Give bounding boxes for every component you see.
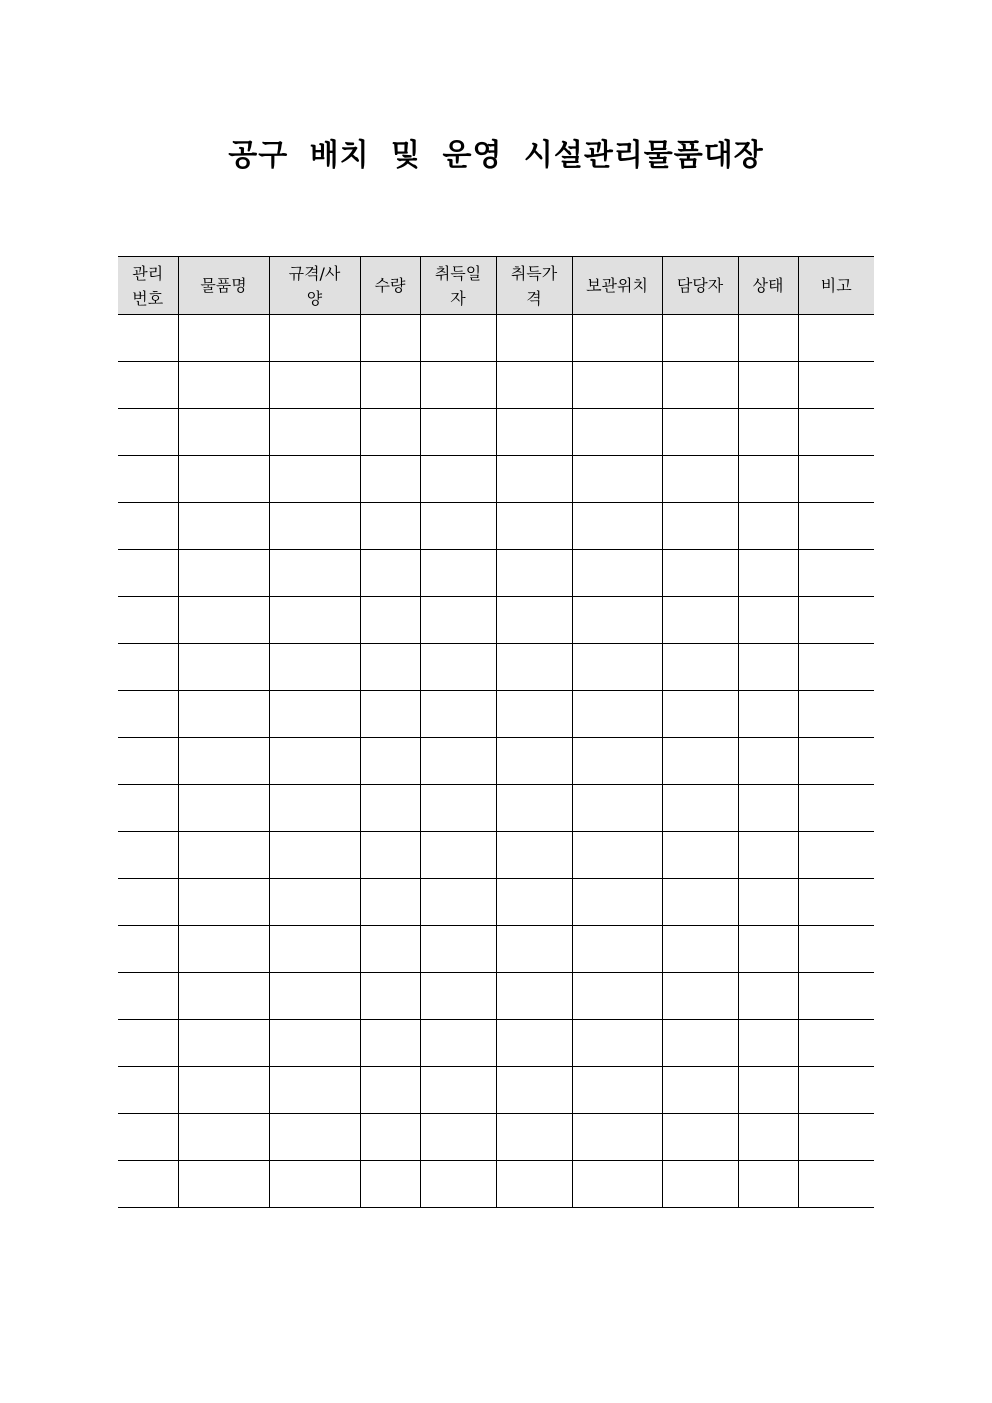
table-cell[interactable] (118, 315, 178, 362)
table-cell[interactable] (178, 503, 269, 550)
table-cell[interactable] (738, 550, 798, 597)
table-cell[interactable] (662, 1020, 738, 1067)
table-cell[interactable] (496, 644, 572, 691)
table-cell[interactable] (496, 1114, 572, 1161)
table-cell[interactable] (420, 1114, 496, 1161)
table-cell[interactable] (572, 738, 662, 785)
table-cell[interactable] (118, 785, 178, 832)
table-cell[interactable] (269, 691, 360, 738)
table-cell[interactable] (798, 926, 874, 973)
table-cell[interactable] (360, 879, 420, 926)
table-cell[interactable] (118, 691, 178, 738)
table-cell[interactable] (118, 832, 178, 879)
table-cell[interactable] (178, 362, 269, 409)
table-cell[interactable] (360, 973, 420, 1020)
table-row (118, 1067, 874, 1114)
table-cell[interactable] (360, 926, 420, 973)
header-specification: 규격/사 양 (269, 257, 360, 315)
table-cell[interactable] (269, 503, 360, 550)
table-row (118, 315, 874, 362)
table-cell[interactable] (798, 832, 874, 879)
table-cell[interactable] (496, 315, 572, 362)
page-title: 공구 배치 및 운영 시설관리물품대장 (228, 138, 764, 173)
header-storage-location: 보관위치 (572, 257, 662, 315)
table-cell[interactable] (798, 409, 874, 456)
table-cell[interactable] (360, 691, 420, 738)
table-cell[interactable] (496, 1161, 572, 1208)
table-row (118, 550, 874, 597)
table-cell[interactable] (662, 362, 738, 409)
table-cell[interactable] (118, 362, 178, 409)
table-cell[interactable] (496, 456, 572, 503)
table-cell[interactable] (738, 597, 798, 644)
table-cell[interactable] (118, 503, 178, 550)
table-cell[interactable] (360, 597, 420, 644)
table-cell[interactable] (360, 785, 420, 832)
table-cell[interactable] (572, 832, 662, 879)
table-cell[interactable] (662, 315, 738, 362)
table-cell[interactable] (118, 597, 178, 644)
table-cell[interactable] (572, 1067, 662, 1114)
table-cell[interactable] (662, 926, 738, 973)
table-cell[interactable] (420, 362, 496, 409)
table-cell[interactable] (269, 1067, 360, 1114)
table-row (118, 597, 874, 644)
table-cell[interactable] (662, 550, 738, 597)
table-cell[interactable] (738, 1161, 798, 1208)
table-cell[interactable] (572, 315, 662, 362)
table-cell[interactable] (118, 1067, 178, 1114)
table-cell[interactable] (269, 738, 360, 785)
table-cell[interactable] (496, 1020, 572, 1067)
table-cell[interactable] (662, 785, 738, 832)
table-cell[interactable] (572, 409, 662, 456)
table-cell[interactable] (798, 644, 874, 691)
table-cell[interactable] (662, 691, 738, 738)
table-cell[interactable] (360, 738, 420, 785)
table-cell[interactable] (360, 644, 420, 691)
table-cell[interactable] (572, 879, 662, 926)
table-cell[interactable] (798, 691, 874, 738)
table-cell[interactable] (269, 315, 360, 362)
table-cell[interactable] (798, 973, 874, 1020)
table-cell[interactable] (738, 456, 798, 503)
table-cell[interactable] (798, 362, 874, 409)
table-cell[interactable] (572, 597, 662, 644)
table-cell[interactable] (178, 456, 269, 503)
table-cell[interactable] (496, 738, 572, 785)
table-cell[interactable] (496, 550, 572, 597)
table-cell[interactable] (360, 1020, 420, 1067)
table-cell[interactable] (360, 315, 420, 362)
table-cell[interactable] (738, 785, 798, 832)
table-cell[interactable] (738, 362, 798, 409)
table-cell[interactable] (269, 409, 360, 456)
table-cell[interactable] (572, 785, 662, 832)
table-cell[interactable] (118, 1114, 178, 1161)
table-cell[interactable] (496, 362, 572, 409)
table-cell[interactable] (269, 456, 360, 503)
table-cell[interactable] (738, 973, 798, 1020)
table-cell[interactable] (798, 1161, 874, 1208)
table-cell[interactable] (662, 597, 738, 644)
table-cell[interactable] (420, 785, 496, 832)
header-status: 상태 (738, 257, 798, 315)
table-row (118, 503, 874, 550)
table-cell[interactable] (269, 832, 360, 879)
table-cell[interactable] (798, 1114, 874, 1161)
table-cell[interactable] (360, 1161, 420, 1208)
table-cell[interactable] (420, 315, 496, 362)
table-cell[interactable] (178, 1067, 269, 1114)
table-cell[interactable] (118, 409, 178, 456)
table-cell[interactable] (496, 973, 572, 1020)
table-cell[interactable] (572, 1161, 662, 1208)
header-acquisition-price: 취득가 격 (496, 257, 572, 315)
table-cell[interactable] (572, 644, 662, 691)
table-cell[interactable] (178, 738, 269, 785)
table-cell[interactable] (496, 879, 572, 926)
table-cell[interactable] (420, 832, 496, 879)
table-cell[interactable] (738, 1020, 798, 1067)
table-cell[interactable] (360, 550, 420, 597)
table-row (118, 409, 874, 456)
table-row (118, 456, 874, 503)
table-cell[interactable] (572, 503, 662, 550)
table-cell[interactable] (738, 926, 798, 973)
table-cell[interactable] (360, 409, 420, 456)
table-cell[interactable] (738, 1067, 798, 1114)
header-item-name: 물품명 (178, 257, 269, 315)
table-cell[interactable] (360, 1067, 420, 1114)
table-cell[interactable] (269, 550, 360, 597)
table-cell[interactable] (178, 879, 269, 926)
table-cell[interactable] (662, 644, 738, 691)
table-cell[interactable] (572, 1114, 662, 1161)
table-cell[interactable] (572, 550, 662, 597)
table-cell[interactable] (118, 644, 178, 691)
table-cell[interactable] (178, 785, 269, 832)
table-cell[interactable] (496, 926, 572, 973)
table-row (118, 1161, 874, 1208)
table-cell[interactable] (572, 691, 662, 738)
header-manager: 담당자 (662, 257, 738, 315)
table-cell[interactable] (269, 362, 360, 409)
table-cell[interactable] (269, 1161, 360, 1208)
table-cell[interactable] (798, 1067, 874, 1114)
table-cell[interactable] (420, 644, 496, 691)
table-cell[interactable] (420, 409, 496, 456)
table-cell[interactable] (662, 832, 738, 879)
table-cell[interactable] (178, 315, 269, 362)
table-cell[interactable] (269, 1114, 360, 1161)
table-row (118, 644, 874, 691)
table-cell[interactable] (360, 503, 420, 550)
table-cell[interactable] (798, 879, 874, 926)
table-cell[interactable] (572, 362, 662, 409)
table-cell[interactable] (420, 879, 496, 926)
table-cell[interactable] (360, 456, 420, 503)
table-cell[interactable] (178, 832, 269, 879)
header-management-number: 관리 번호 (118, 257, 178, 315)
table-cell[interactable] (178, 1020, 269, 1067)
table-cell[interactable] (798, 597, 874, 644)
table-cell[interactable] (798, 1020, 874, 1067)
table-row (118, 832, 874, 879)
table-cell[interactable] (269, 1020, 360, 1067)
table-cell[interactable] (496, 832, 572, 879)
table-cell[interactable] (798, 503, 874, 550)
table-row (118, 691, 874, 738)
table-cell[interactable] (118, 456, 178, 503)
table-cell[interactable] (798, 456, 874, 503)
table-cell[interactable] (118, 1161, 178, 1208)
table-cell[interactable] (178, 550, 269, 597)
table-cell[interactable] (572, 1020, 662, 1067)
table-cell[interactable] (662, 409, 738, 456)
table-cell[interactable] (118, 926, 178, 973)
header-row (118, 257, 874, 315)
table-cell[interactable] (420, 973, 496, 1020)
table-cell[interactable] (738, 691, 798, 738)
table-cell[interactable] (496, 1067, 572, 1114)
table-cell[interactable] (798, 550, 874, 597)
table-cell[interactable] (269, 926, 360, 973)
table-cell[interactable] (178, 409, 269, 456)
table-cell[interactable] (269, 879, 360, 926)
table-cell[interactable] (496, 409, 572, 456)
table-cell[interactable] (269, 644, 360, 691)
header-remarks: 비고 (798, 257, 874, 315)
table-cell[interactable] (360, 832, 420, 879)
table-cell[interactable] (118, 879, 178, 926)
table-cell[interactable] (178, 1114, 269, 1161)
table-cell[interactable] (269, 785, 360, 832)
table-cell[interactable] (496, 785, 572, 832)
table-cell[interactable] (420, 550, 496, 597)
table-cell[interactable] (496, 597, 572, 644)
table-cell[interactable] (420, 1161, 496, 1208)
table-cell[interactable] (118, 973, 178, 1020)
table-cell[interactable] (662, 1114, 738, 1161)
table-cell[interactable] (662, 1067, 738, 1114)
table-cell[interactable] (118, 1020, 178, 1067)
inventory-ledger-table (118, 256, 874, 1208)
table-cell[interactable] (178, 926, 269, 973)
table-cell[interactable] (269, 973, 360, 1020)
table-cell[interactable] (738, 644, 798, 691)
table-cell[interactable] (738, 832, 798, 879)
table-row (118, 1114, 874, 1161)
table-cell[interactable] (798, 315, 874, 362)
table-cell[interactable] (662, 1161, 738, 1208)
table-row (118, 738, 874, 785)
table-cell[interactable] (572, 973, 662, 1020)
table-cell[interactable] (662, 879, 738, 926)
table-cell[interactable] (662, 503, 738, 550)
table-cell[interactable] (662, 456, 738, 503)
header-quantity: 수량 (360, 257, 420, 315)
table-row (118, 1020, 874, 1067)
table-cell[interactable] (420, 1020, 496, 1067)
table-cell[interactable] (420, 738, 496, 785)
table-cell[interactable] (178, 1161, 269, 1208)
table-cell[interactable] (178, 597, 269, 644)
table-row (118, 973, 874, 1020)
table-cell[interactable] (798, 738, 874, 785)
table-cell[interactable] (496, 503, 572, 550)
table-cell[interactable] (662, 738, 738, 785)
table-cell[interactable] (420, 1067, 496, 1114)
table-cell[interactable] (360, 1114, 420, 1161)
table-cell[interactable] (118, 550, 178, 597)
table-cell[interactable] (496, 691, 572, 738)
table-cell[interactable] (269, 597, 360, 644)
table-cell[interactable] (798, 785, 874, 832)
table-cell[interactable] (360, 362, 420, 409)
table-cell[interactable] (738, 879, 798, 926)
ledger-body (118, 315, 874, 1208)
table-cell[interactable] (738, 409, 798, 456)
table-cell[interactable] (572, 926, 662, 973)
table-cell[interactable] (738, 503, 798, 550)
table-cell[interactable] (420, 456, 496, 503)
table-cell[interactable] (118, 738, 178, 785)
table-cell[interactable] (178, 644, 269, 691)
table-row (118, 926, 874, 973)
table-cell[interactable] (178, 691, 269, 738)
table-cell[interactable] (178, 973, 269, 1020)
table-cell[interactable] (420, 597, 496, 644)
table-cell[interactable] (420, 503, 496, 550)
table-cell[interactable] (738, 1114, 798, 1161)
table-row (118, 879, 874, 926)
table-row (118, 785, 874, 832)
table-cell[interactable] (420, 691, 496, 738)
table-row (118, 362, 874, 409)
header-acquisition-date: 취득일 자 (420, 257, 496, 315)
table-cell[interactable] (420, 926, 496, 973)
table-cell[interactable] (662, 973, 738, 1020)
table-cell[interactable] (738, 315, 798, 362)
table-cell[interactable] (572, 456, 662, 503)
table-cell[interactable] (738, 738, 798, 785)
